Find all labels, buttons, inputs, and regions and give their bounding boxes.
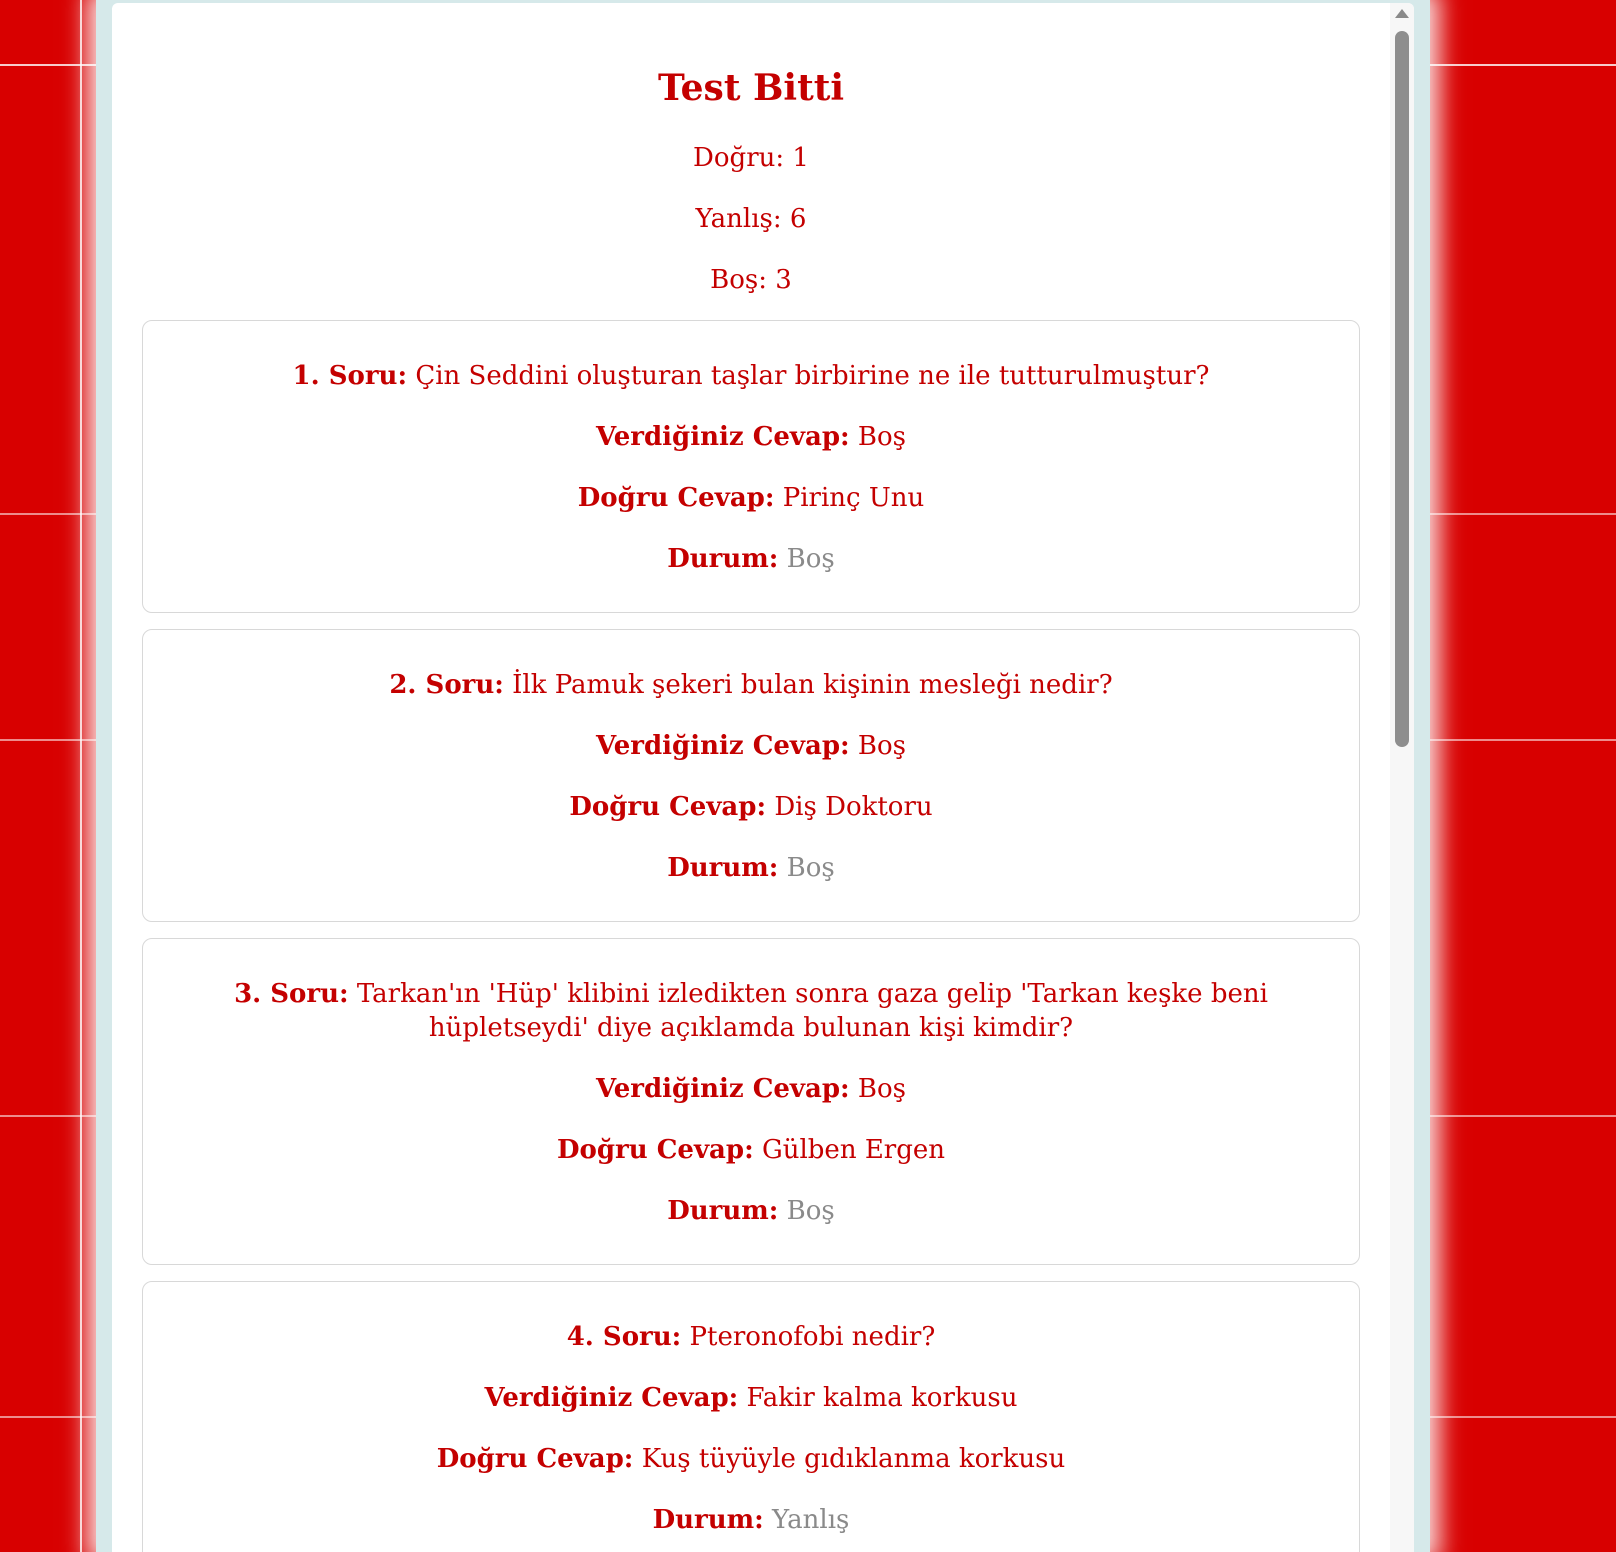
answer-status: Durum: Boş	[667, 853, 835, 883]
correct-answer: Doğru Cevap: Pirinç Unu	[577, 483, 925, 513]
question-number: 2. Soru:	[389, 670, 504, 700]
results-panel	[112, 3, 1414, 1552]
question-card	[142, 1281, 1360, 1552]
question-text: 2. Soru: İlk Pamuk şekeri bulan kişinin mesleği nedir?	[389, 670, 1113, 700]
status-badge: Yanlış	[772, 1505, 850, 1535]
answer-status: Durum: Boş	[667, 544, 835, 574]
question-list	[112, 320, 1390, 1552]
question-text: 4. Soru: Pteronofobi nedir?	[566, 1322, 936, 1352]
question-text: 3. Soru: Tarkan'ın 'Hüp' klibini izledikten sonra gaza gelip 'Tarkan keşke beni hüpletseydi' diye açıklamda bulunan kişi kimdir?	[234, 979, 1268, 1043]
given-answer: Verdiğiniz Cevap: Fakir kalma korkusu	[484, 1383, 1018, 1413]
question-number: 1. Soru:	[292, 361, 408, 391]
given-answer: Verdiğiniz Cevap: Boş	[595, 1074, 907, 1104]
correct-answer: Doğru Cevap: Gülben Ergen	[556, 1135, 946, 1165]
given-answer: Verdiğiniz Cevap: Boş	[595, 731, 907, 761]
question-card	[142, 629, 1360, 922]
status-badge: Boş	[786, 544, 835, 574]
status-badge: Boş	[786, 853, 835, 883]
question-card	[142, 320, 1360, 613]
empty-count: Boş: 3	[710, 265, 792, 295]
scrollbar[interactable]	[1390, 3, 1414, 1552]
answer-status: Durum: Yanlış	[652, 1505, 850, 1535]
bg-grid-line	[80, 0, 82, 1552]
page-title: Test Bitti	[657, 67, 845, 109]
scroll-up-icon[interactable]	[1395, 9, 1409, 18]
correct-count: Doğru: 1	[693, 143, 809, 173]
given-answer: Verdiğiniz Cevap: Boş	[595, 422, 907, 452]
question-card	[142, 938, 1360, 1265]
question-number: 3. Soru:	[234, 979, 349, 1009]
question-text: 1. Soru: Çin Seddini oluşturan taşlar birbirine ne ile tutturulmuştur?	[292, 361, 1210, 391]
question-number: 4. Soru:	[566, 1322, 682, 1352]
wrong-count: Yanlış: 6	[695, 204, 807, 234]
answer-status: Durum: Boş	[667, 1196, 835, 1226]
correct-answer: Doğru Cevap: Diş Doktoru	[569, 792, 933, 822]
correct-answer: Doğru Cevap: Kuş tüyüyle gıdıklanma korkusu	[436, 1444, 1066, 1474]
status-badge: Boş	[786, 1196, 835, 1226]
results-content	[112, 3, 1390, 1552]
scrollbar-thumb[interactable]	[1395, 31, 1409, 747]
